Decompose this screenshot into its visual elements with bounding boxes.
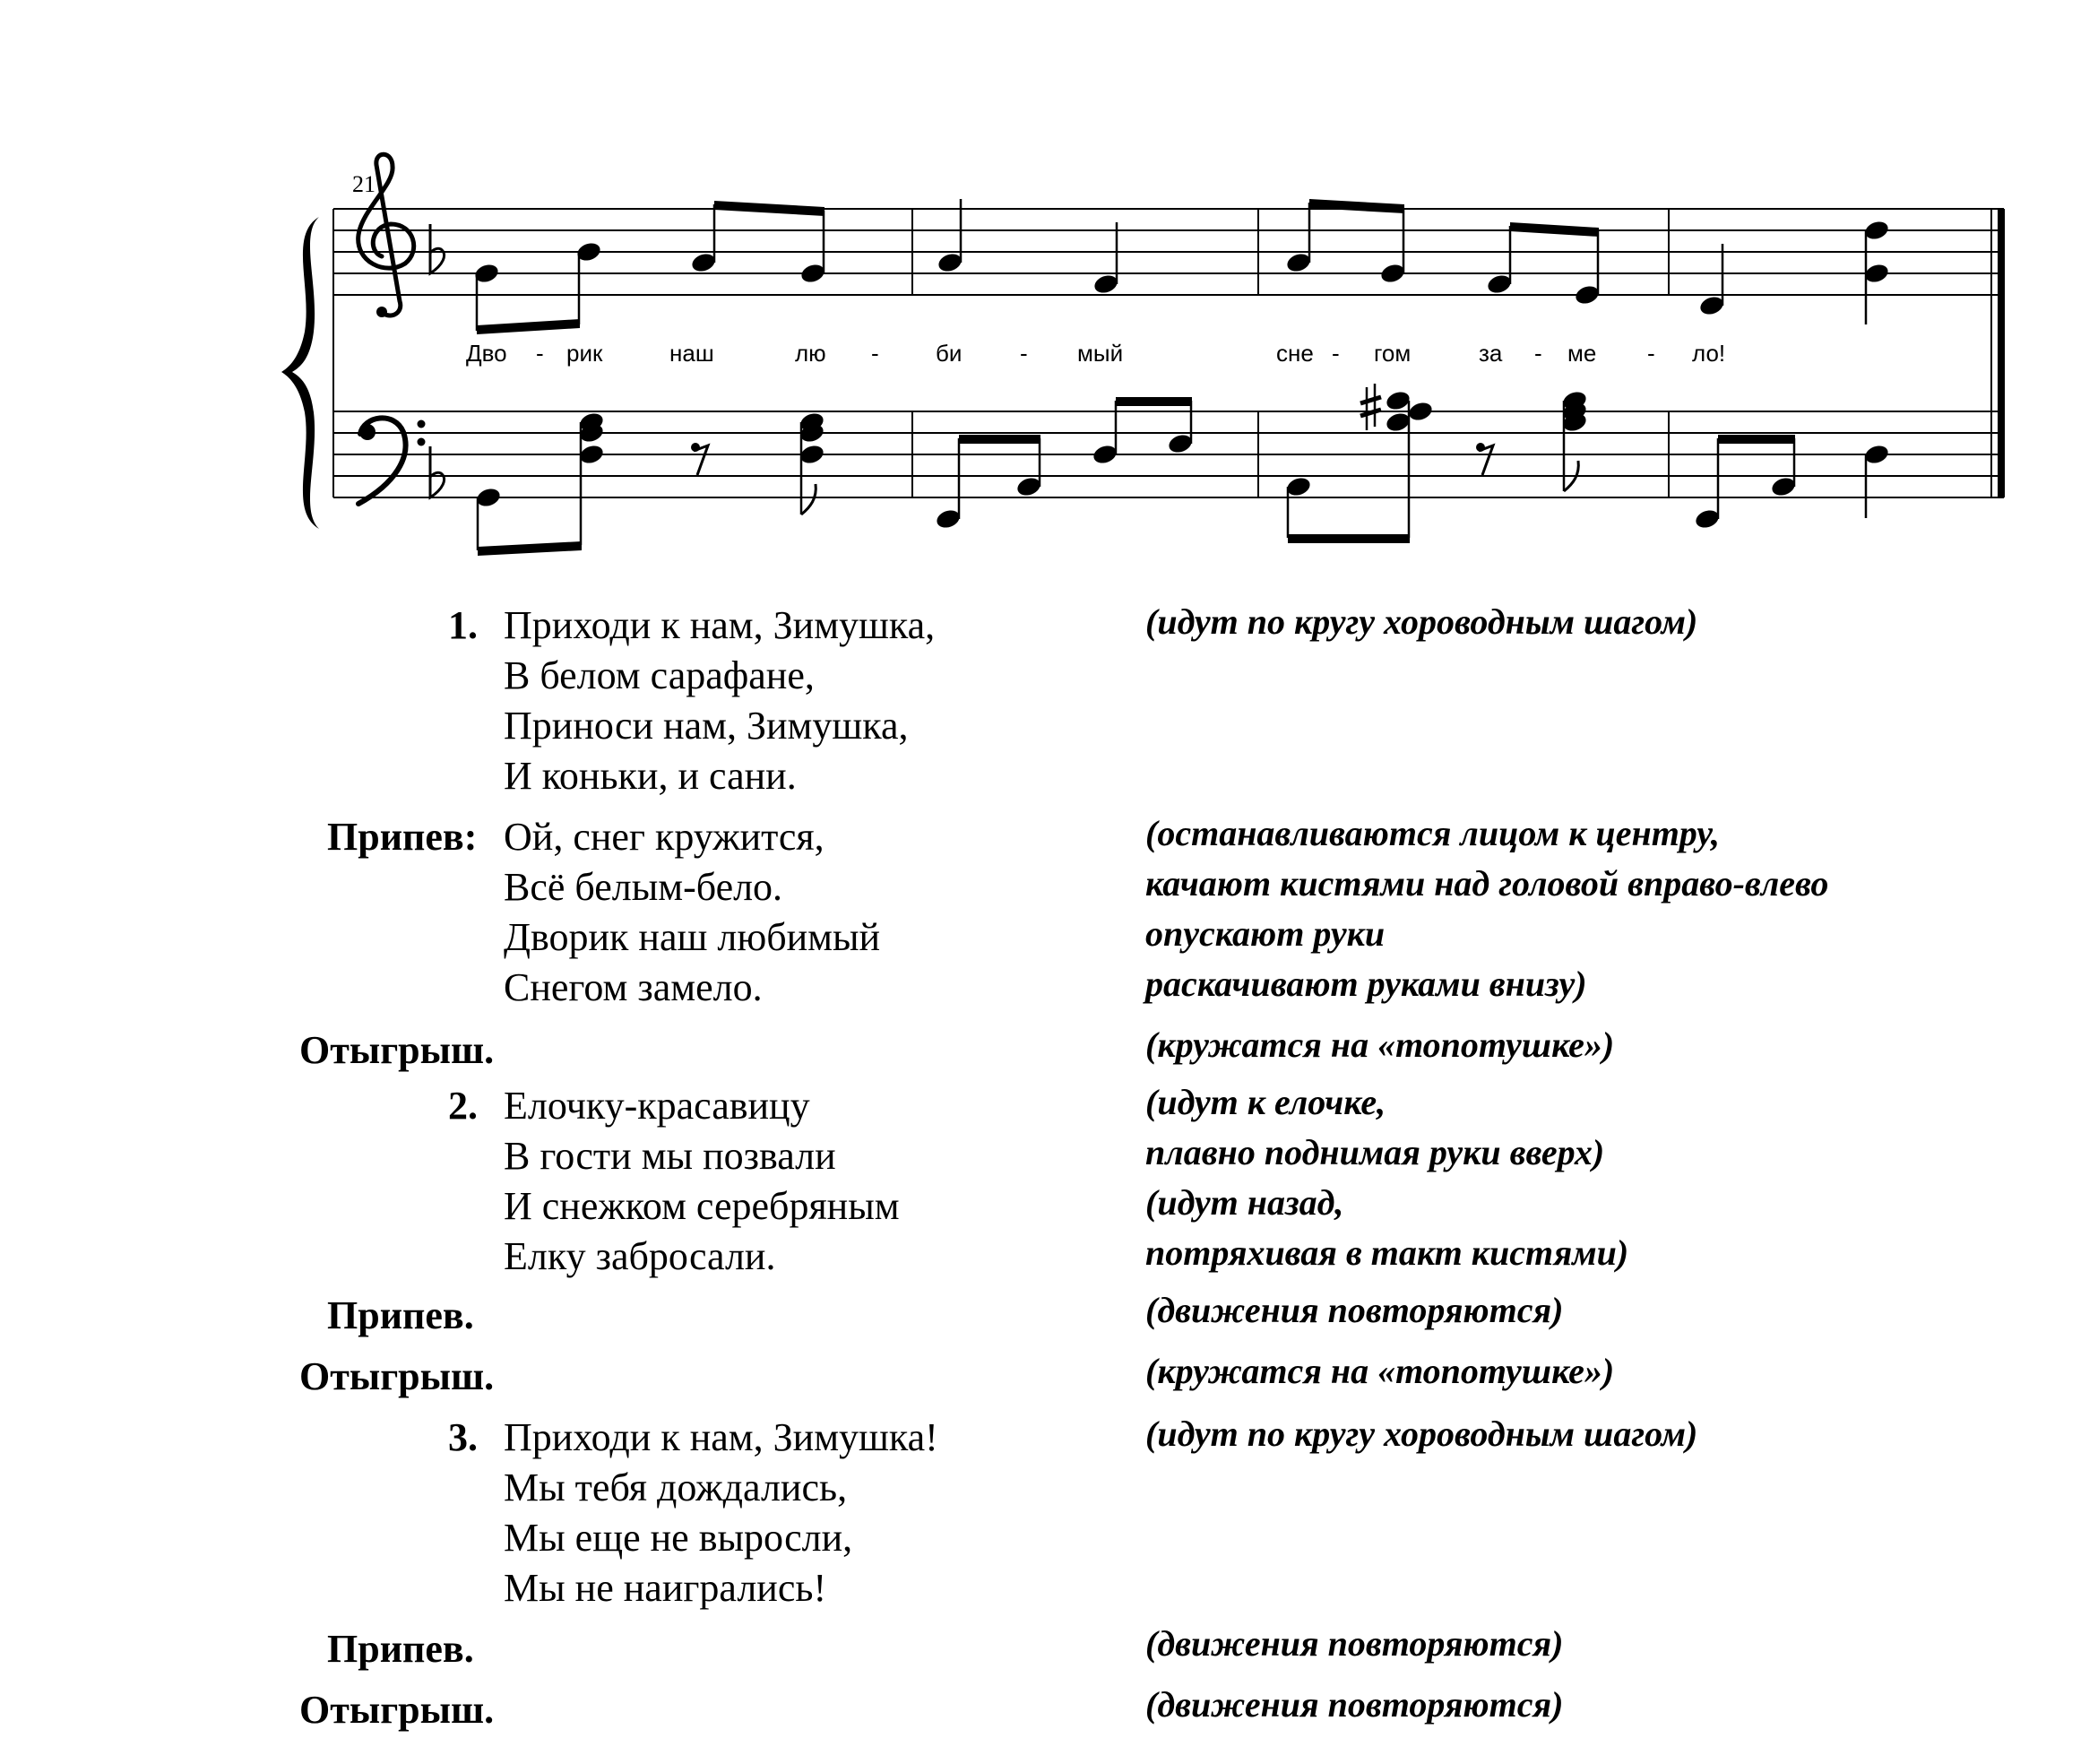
interlude-label: Отыгрыш.: [299, 1028, 495, 1072]
lyric-line: И коньки, и сани.: [504, 754, 797, 798]
lyric-hyphen: -: [871, 340, 879, 367]
verse-number: 3.: [448, 1415, 478, 1459]
verse-number: 2.: [448, 1084, 478, 1128]
stage-direction: (идут к елочке,: [1145, 1082, 1386, 1122]
lyric-syllable: наш: [669, 340, 714, 367]
stage-direction: качают кистями над головой вправо-влево: [1145, 863, 1829, 904]
stage-direction: (идут назад,: [1145, 1182, 1344, 1223]
stage-direction: плавно поднимая руки вверх): [1145, 1132, 1605, 1172]
lyric-syllable: мый: [1077, 340, 1124, 367]
lyric-line: Мы не наигрались!: [504, 1566, 827, 1610]
grand-staff-brace: [281, 217, 319, 529]
lyric-line: И снежком серебряным: [504, 1184, 900, 1228]
lyric-line: Мы еще не выросли,: [504, 1516, 853, 1560]
lyric-line: Приходи к нам, Зимушка,: [504, 603, 936, 647]
lyric-syllable: би: [936, 340, 963, 367]
stage-direction: (движения повторяются): [1145, 1290, 1564, 1330]
stage-direction: (останавливаются лицом к центру,: [1145, 813, 1721, 853]
chorus-label: Припев.: [327, 1293, 474, 1337]
lyric-line: Елку забросали.: [504, 1234, 776, 1278]
lyric-line: Ой, снег кружится,: [504, 815, 825, 859]
lyric-line: Всё белым-бело.: [504, 865, 783, 909]
stage-direction: опускают руки: [1145, 913, 1386, 954]
lyric-hyphen: -: [1332, 340, 1340, 367]
interlude-label: Отыгрыш.: [299, 1354, 495, 1398]
verse-number: 1.: [448, 603, 478, 647]
lyric-line: В гости мы позвали: [504, 1134, 836, 1178]
treble-notes: [473, 199, 1891, 334]
chorus-label: Припев.: [327, 1627, 474, 1671]
lyric-line: Дворик наш любимый: [504, 915, 881, 959]
chorus-label: Припев:: [327, 815, 478, 859]
lyric-line: Снегом замело.: [504, 965, 763, 1009]
final-barline: [1998, 209, 2005, 497]
sharp-accidental: [1360, 384, 1381, 430]
stage-direction: (кружатся на «топотушке»): [1145, 1025, 1615, 1065]
stage-direction: (идут по кругу хороводным шагом): [1145, 1414, 1698, 1454]
interlude-label: Отыгрыш.: [299, 1688, 495, 1732]
stage-direction: (движения повторяются): [1145, 1623, 1564, 1664]
lyric-syllable: лю: [795, 340, 826, 367]
lyric-hyphen: -: [1534, 340, 1542, 367]
bass-notes: [475, 384, 1891, 556]
lyric-hyphen: -: [1647, 340, 1655, 367]
bass-clef: [358, 418, 426, 504]
lyric-syllable: ло!: [1692, 340, 1726, 367]
music-score: [0, 0, 2098, 574]
lyric-line: Елочку-красавицу: [504, 1084, 810, 1128]
eighth-rest: [1476, 443, 1493, 475]
lyric-line: Приноси нам, Зимушка,: [504, 704, 909, 748]
stage-direction: потряхивая в такт кистями): [1145, 1232, 1629, 1273]
lyric-syllable: рик: [566, 340, 603, 367]
lyric-hyphen: -: [536, 340, 544, 367]
key-signature-flat: [430, 224, 445, 273]
lyric-syllable: гом: [1374, 340, 1412, 367]
score-lyrics: [466, 340, 1725, 367]
stage-direction: раскачивают руками внизу): [1145, 964, 1587, 1004]
measure-number: 21: [352, 171, 376, 197]
lyric-line: Приходи к нам, Зимушка!: [504, 1415, 938, 1459]
stage-direction: (кружатся на «топотушке»): [1145, 1351, 1615, 1391]
lyric-hyphen: -: [1020, 340, 1028, 367]
lyric-syllable: за: [1479, 340, 1503, 367]
eighth-rest: [691, 443, 708, 475]
stage-direction: (идут по кругу хороводным шагом): [1145, 601, 1698, 642]
lyric-syllable: сне: [1276, 340, 1314, 367]
lyric-line: В белом сарафане,: [504, 653, 815, 697]
lyric-line: Мы тебя дождались,: [504, 1466, 848, 1509]
lyric-syllable: ме: [1567, 340, 1597, 367]
lyric-syllable: Дво: [466, 340, 507, 367]
stage-direction: (движения повторяются): [1145, 1684, 1564, 1725]
